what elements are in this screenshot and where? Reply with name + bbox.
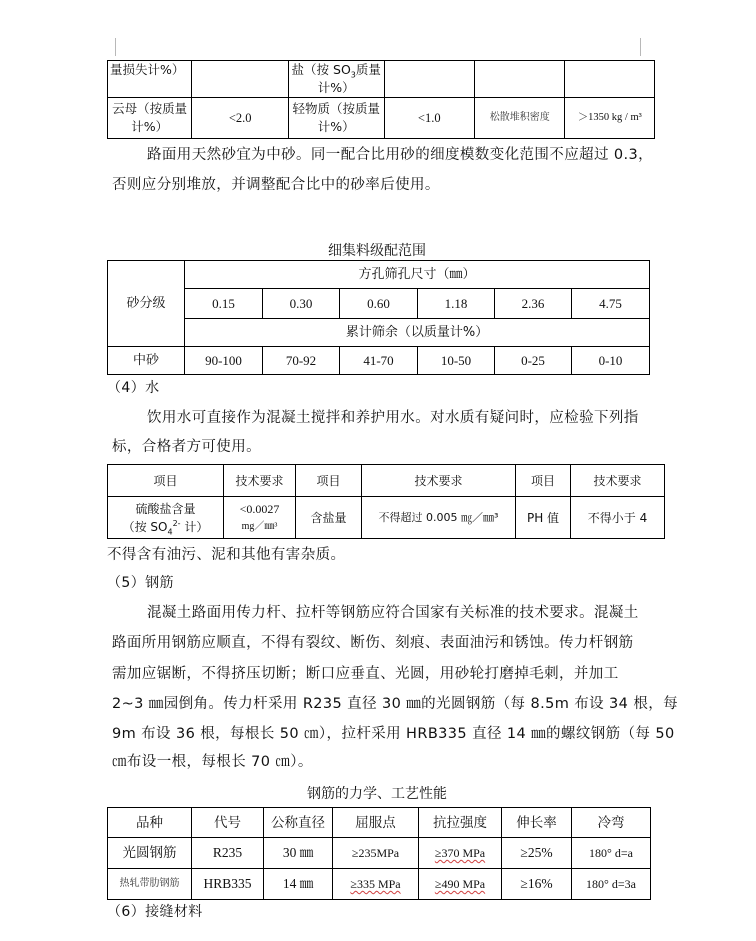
table-cell: 量损失计%） bbox=[108, 61, 192, 98]
table-cell bbox=[565, 61, 655, 98]
paragraph-line: 饮用水可直接作为混凝土搅拌和养护用水。对水质有疑问时，应检验下列指 bbox=[147, 410, 639, 426]
table-cell: 轻物质（按质量计%） bbox=[288, 98, 384, 139]
table-cell: 70-92 bbox=[263, 347, 340, 375]
table-row bbox=[108, 261, 650, 289]
table-cell: 不得小于 4 bbox=[571, 497, 665, 539]
table-cell: ≥335 MPa bbox=[333, 869, 419, 900]
table-row bbox=[108, 98, 655, 139]
cell-line: 硫酸盐含量 bbox=[135, 501, 196, 516]
table-cell: <1.0 bbox=[384, 98, 474, 139]
table-cell: ≥25% bbox=[502, 838, 572, 869]
fine-aggregate-caption: 细集料级配范围 bbox=[328, 243, 426, 259]
table-cell: ≥235MPa bbox=[333, 838, 419, 869]
table-header: 冷弯 bbox=[572, 808, 651, 838]
paragraph-line: 需加应锯断，不得挤压切断；断口应垂直、光圆，用砂轮打磨掉毛刺，并加工 bbox=[112, 666, 619, 682]
table-cell: 41-70 bbox=[340, 347, 418, 375]
sieve-size-cell: 0.15 bbox=[185, 289, 263, 319]
table-header: 品种 bbox=[108, 808, 192, 838]
margin-crop-mark-left bbox=[115, 38, 116, 56]
table-row bbox=[108, 838, 651, 869]
table-cell: 180° d=3a bbox=[572, 869, 651, 900]
steel-properties-table bbox=[107, 807, 651, 900]
table-cell bbox=[192, 61, 289, 98]
table-header: 项目 bbox=[108, 465, 224, 497]
table-header: 公称直径 bbox=[264, 808, 333, 838]
steel-properties-caption: 钢筋的力学、工艺性能 bbox=[307, 786, 447, 802]
table-header: 方孔筛孔尺寸（㎜） bbox=[185, 261, 650, 289]
table-row bbox=[108, 465, 665, 497]
table-cell: 不得超过 0.005 ㎎／㎜³ bbox=[362, 497, 516, 539]
paragraph-line: 9m 布设 36 根，每根长 50 ㎝），拉杆采用 HRB335 直径 14 ㎜的螺纹钢筋（每 50 bbox=[112, 726, 675, 742]
table-cell: 30 ㎜ bbox=[264, 838, 333, 869]
table-header: 伸长率 bbox=[502, 808, 572, 838]
sieve-size-cell: 1.18 bbox=[418, 289, 495, 319]
table-cell: ＞1350 kg / m³ bbox=[565, 98, 655, 139]
table-row-label: 砂分级 bbox=[108, 261, 185, 347]
table-cell: 180° d=a bbox=[572, 838, 651, 869]
table-header: 屈服点 bbox=[333, 808, 419, 838]
aggregate-quality-table bbox=[107, 60, 655, 139]
table-row bbox=[108, 61, 655, 98]
paragraph-line: 否则应分别堆放，并调整配合比中的砂率后使用。 bbox=[112, 177, 440, 193]
fine-aggregate-table bbox=[107, 260, 650, 375]
table-cell: 热轧带肋钢筋 bbox=[108, 869, 192, 900]
section-heading-joint: （6）接缝材料 bbox=[107, 904, 203, 920]
table-row bbox=[108, 319, 650, 347]
table-cell: 10-50 bbox=[418, 347, 495, 375]
table-cell: 含盐量 bbox=[296, 497, 362, 539]
table-cell: <2.0 bbox=[192, 98, 289, 139]
sieve-size-cell: 0.30 bbox=[263, 289, 340, 319]
table-header: 技术要求 bbox=[571, 465, 665, 497]
margin-crop-mark-right bbox=[640, 38, 641, 56]
water-quality-table bbox=[107, 464, 665, 539]
table-cell bbox=[224, 497, 296, 539]
table-cell: 14 ㎜ bbox=[264, 869, 333, 900]
table-cell bbox=[108, 497, 224, 539]
cell-line: mg／㎜³ bbox=[241, 520, 278, 532]
cell-line: （按 $SO_4^{2-}$ 计） bbox=[122, 518, 209, 536]
table-row bbox=[108, 289, 650, 319]
paragraph-line: 标，合格者方可使用。 bbox=[112, 439, 261, 455]
table-cell: 90-100 bbox=[185, 347, 263, 375]
table-cell: ≥490 MPa bbox=[419, 869, 502, 900]
section-heading-steel: （5）钢筋 bbox=[107, 575, 174, 591]
table-header: 技术要求 bbox=[362, 465, 516, 497]
paragraph-line: 路面用天然砂宜为中砂。同一配合比用砂的细度模数变化范围不应超过 0.3， bbox=[147, 147, 654, 163]
paragraph-line: 2~3 ㎜园倒角。传力杆采用 R235 直径 30 ㎜的光圆钢筋（每 8.5m 布设 34 根，每 bbox=[112, 696, 679, 712]
table-header: 技术要求 bbox=[224, 465, 296, 497]
paragraph-line: 不得含有油污、泥和其他有害杂质。 bbox=[107, 547, 346, 563]
paragraph-line: 混凝土路面用传力杆、拉杆等钢筋应符合国家有关标准的技术要求。混凝土 bbox=[147, 605, 639, 621]
table-cell: 盐（按 $SO_3$质量计%） bbox=[288, 61, 384, 98]
table-row bbox=[108, 808, 651, 838]
paragraph-line: 路面所用钢筋应顺直，不得有裂纹、断伤、刻痕、表面油污和锈蚀。传力杆钢筋 bbox=[112, 635, 634, 651]
table-cell: 松散堆积密度 bbox=[475, 98, 565, 139]
table-cell: 光圆钢筋 bbox=[108, 838, 192, 869]
table-cell: ≥370 MPa bbox=[419, 838, 502, 869]
table-cell: ≥16% bbox=[502, 869, 572, 900]
paragraph-line: ㎝布设一根，每根长 70 ㎝）。 bbox=[112, 754, 313, 770]
table-header: 代号 bbox=[192, 808, 264, 838]
table-header: 抗拉强度 bbox=[419, 808, 502, 838]
table-cell bbox=[384, 61, 474, 98]
table-cell: 0-10 bbox=[572, 347, 650, 375]
table-cell: 0-25 bbox=[495, 347, 572, 375]
table-cell: PH 值 bbox=[516, 497, 571, 539]
table-row bbox=[108, 347, 650, 375]
table-cell: R235 bbox=[192, 838, 264, 869]
table-cell: HRB335 bbox=[192, 869, 264, 900]
table-row bbox=[108, 869, 651, 900]
table-header: 项目 bbox=[296, 465, 362, 497]
table-cell: 云母（按质量计%） bbox=[108, 98, 192, 139]
sieve-size-cell: 2.36 bbox=[495, 289, 572, 319]
sieve-size-cell: 4.75 bbox=[572, 289, 650, 319]
table-cell bbox=[475, 61, 565, 98]
cell-line: <0.0027 bbox=[239, 501, 280, 516]
sieve-size-cell: 0.60 bbox=[340, 289, 418, 319]
table-header: 累计筛余（以质量计%） bbox=[185, 319, 650, 347]
table-row bbox=[108, 497, 665, 539]
section-heading-water: （4）水 bbox=[107, 380, 160, 396]
table-header: 项目 bbox=[516, 465, 571, 497]
table-row-label: 中砂 bbox=[108, 347, 185, 375]
